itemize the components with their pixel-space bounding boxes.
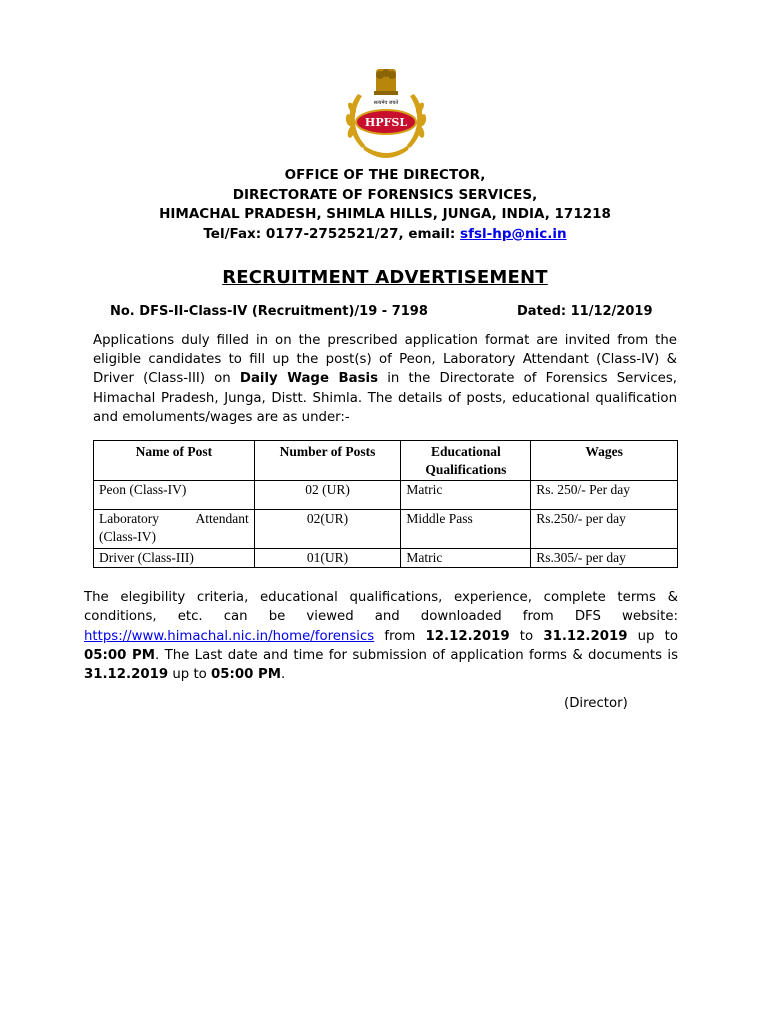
dated: Dated: 11/12/2019 — [517, 304, 653, 319]
last-date: 31.12.2019 — [84, 667, 169, 683]
cell-wages: Rs.305/- per day — [531, 549, 678, 568]
cell-wages: Rs.250/- per day — [531, 510, 678, 549]
signature: (Director) — [564, 696, 628, 711]
cell-post-part-c: (Class-IV) — [99, 529, 156, 544]
cell-post — [94, 510, 255, 549]
header-line-1: OFFICE OF THE DIRECTOR, — [284, 167, 486, 183]
table-row — [94, 510, 678, 549]
intro-text-2: in the Directorate of Forensics Services, Himachal Pradesh, Junga, Distt. Shimla. The details of posts, educational qualification and emoluments/wages are as under:- — [93, 371, 678, 425]
terms-text-4: up to — [627, 628, 678, 644]
intro-text-1: Applications duly filled in on the prescribed application format are invited from the eligible candidates to fill up the post(s) of Peon, Laboratory Attendant (Class-IV) & Driver (Class-III) on — [93, 333, 677, 387]
reference-number: No. DFS-II-Class-IV (Recruitment)/19 - 7198 — [110, 304, 428, 319]
terms-text-7: . — [280, 667, 286, 683]
emblem-icon — [374, 69, 398, 95]
intro-bold: Daily Wage Basis — [239, 371, 379, 387]
website-link[interactable]: https://www.himachal.nic.in/home/forensics — [84, 628, 375, 644]
cell-post-part-a: Laboratory — [99, 511, 159, 526]
intro-paragraph — [93, 331, 677, 427]
cell-post: Peon (Class-IV) — [94, 481, 255, 510]
cell-number: 01(UR) — [254, 549, 401, 568]
to-date: 31.12.2019 — [543, 628, 628, 644]
cell-qualification: Middle Pass — [401, 510, 531, 549]
cell-qualification: Matric — [401, 481, 531, 510]
terms-text-1: The elegibility criteria, educational qualifications, experience, complete terms & conditions, etc. can be viewed and downloaded from DFS website: — [84, 590, 678, 625]
page-title: RECRUITMENT ADVERTISEMENT — [222, 267, 548, 288]
cell-number: 02(UR) — [254, 510, 401, 549]
table-row — [94, 481, 678, 510]
header-line-3: HIMACHAL PRADESH, SHIMLA HILLS, JUNGA, INDIA, 171218 — [159, 206, 611, 222]
cell-post-part-b: Attendant — [195, 511, 249, 526]
svg-text:सत्यमेव जयते: सत्यमेव जयते — [373, 100, 399, 106]
terms-text-5: . The Last date and time for submission of application forms & documents is — [155, 647, 678, 663]
tel-fax: Tel/Fax: 0177-2752521/27, email: — [203, 225, 461, 242]
table-header-row — [94, 441, 678, 481]
cell-post: Driver (Class-III) — [94, 549, 255, 568]
header-wages: Wages — [531, 441, 678, 481]
header-name-of-post: Name of Post — [94, 441, 255, 481]
email-link[interactable]: sfsl-hp@nic.in — [460, 225, 567, 242]
terms-text-3: to — [509, 628, 544, 644]
header-contact — [0, 225, 770, 245]
table-row — [94, 549, 678, 568]
from-date: 12.12.2019 — [425, 628, 510, 644]
terms-text-6: up to — [168, 667, 212, 683]
header-line-2: DIRECTORATE OF FORENSICS SERVICES, — [232, 186, 538, 203]
header-qualifications: Educational Qualifications — [401, 441, 531, 481]
cell-qualification: Matric — [401, 549, 531, 568]
cell-number: 02 (UR) — [254, 481, 401, 510]
terms-text-2: from — [374, 628, 426, 644]
office-header — [0, 166, 770, 244]
terms-paragraph — [84, 588, 678, 684]
hpfsl-logo — [338, 64, 434, 164]
time-2: 05:00 PM — [211, 667, 281, 683]
cell-wages: Rs. 250/- Per day — [531, 481, 678, 510]
header-number-of-posts: Number of Posts — [254, 441, 401, 481]
time-1: 05:00 PM — [84, 647, 156, 663]
logo-text: HPFSL — [364, 116, 408, 129]
posts-table — [93, 440, 678, 568]
